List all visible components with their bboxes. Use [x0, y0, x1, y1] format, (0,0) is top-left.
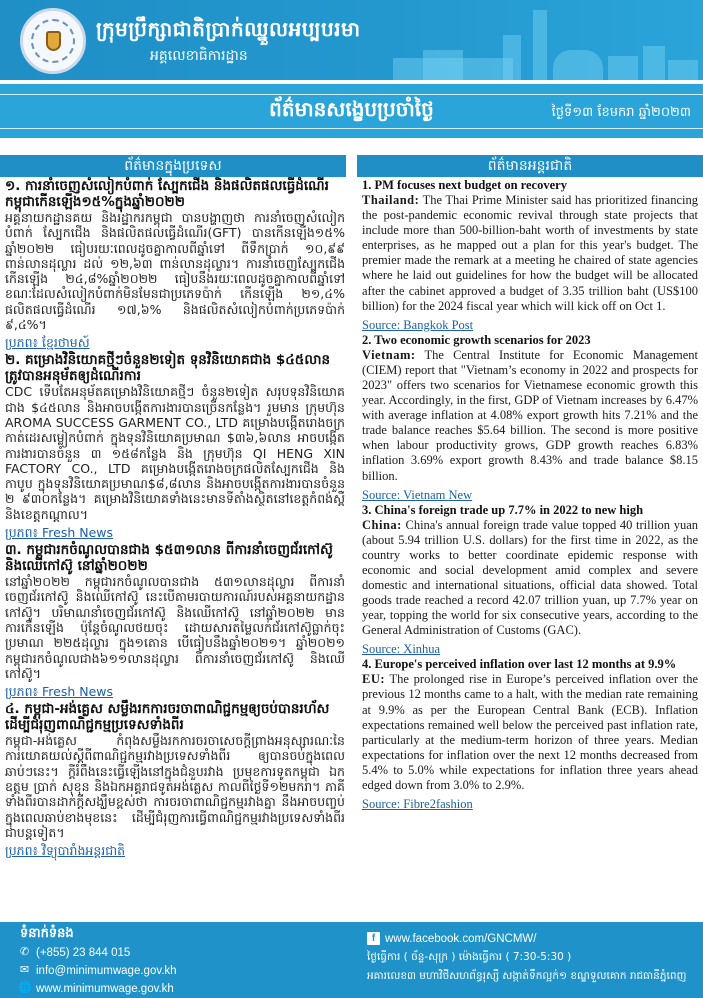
international-news-header: ព័ត៌មានអន្តរជាតិ	[357, 155, 703, 177]
phone-icon: ✆	[19, 946, 30, 958]
article-title: 2. Two economic growth scenarios for 2023	[362, 332, 591, 347]
international-news-column	[362, 178, 698, 812]
local-article	[5, 542, 345, 701]
title-band	[0, 84, 703, 138]
contact-phone[interactable]	[18, 946, 130, 959]
contact-email[interactable]	[18, 964, 177, 977]
facebook-url: www.facebook.com/GNCMW/	[385, 932, 537, 945]
article-lead: Thailand:	[362, 193, 420, 207]
masthead	[0, 0, 703, 80]
footer	[0, 922, 703, 998]
council-logo-icon	[20, 8, 86, 74]
article-body	[362, 348, 698, 484]
article-body	[362, 193, 698, 314]
email-address: info@minimumwage.gov.kh	[36, 964, 177, 977]
intl-article	[362, 178, 698, 333]
article-source-link[interactable]: ប្រភព៖ Fresh News	[5, 684, 114, 700]
article-title: ៣. កម្ពុជារកចំណូលបានជាង $៥៣១លាន ពីការនាំចេញជ័រកៅស៊ូ និងឈើកៅស៊ូ នៅឆ្នាំ២០២២	[5, 542, 333, 575]
article-source-link[interactable]: Source: Bangkok Post	[362, 317, 474, 332]
facebook-link[interactable]	[367, 932, 536, 945]
intl-article	[362, 657, 698, 812]
page-title: ព័ត៌មានសង្ខេបប្រចាំថ្ងៃ	[269, 97, 434, 121]
article-source-link[interactable]: Source: Fibre2fashion	[362, 797, 473, 812]
local-article	[5, 178, 345, 352]
website-url: www.minimumwage.gov.kh	[36, 982, 174, 995]
org-name: ក្រុមប្រឹក្សាជាតិប្រាក់ឈ្នួលអប្បបរមា	[96, 17, 361, 41]
local-news-column	[5, 178, 345, 860]
divider	[0, 94, 703, 95]
article-body: CDC ទើបតែអនុម័តគម្រោងវិនិយោគថ្មីៗ ចំនួន២ទៀត សរុបទុនវិនិយោគជាង $៤៥លាន និងអាចបង្កើតការងារបានច្រើនកន្លែង។ រួមមាន ក្រុមហ៊ុន AROMA SUCCESS GARMENT CO., LTD គម្រោងបង្កើតរោងចក្រកាត់ដេរសម្លៀកបំពាក់ ក្នុងទុនវិនិយោគប្រមាណ $៣៦,៦លាន អាចបង្កើតការងារបានចំនួន ៣ ១៥៨កន្លែង និង ក្រុមហ៊ុន QI HENG XIN FACTORY CO., LTD គម្រោងបង្កើតរោងចក្រផលិតស្បែកជើង និងកាបូប ក្នុងទុនវិនិយោគប្រមាណ$៨,៨លាន និងអាចបង្កើតការងារបានចំនួន ២ ៩៣០កន្លែង។ គម្រោងវិនិយោគទាំងនេះមានទីតាំងស្ថិតនៅខេត្តកំពង់ស្ពឺ និងខេត្តកណ្ដាល។	[5, 384, 345, 522]
article-source-link[interactable]: ប្រភព៖ វិទ្យុបារាំងអន្តរជាតិ	[5, 843, 126, 859]
article-text: The prolonged rise in Europe’s perceived inflation over the previous 12 months came to a halt, with the median rate remaining at 9.9% as per the European Central Bank (ECB). Inflation expectations remained well below the perceived past inflation rate, particularly at the medium-term horizon of three years. Median expectations for inflation over the next 12 months decreased from 5.4% to 5.0% while expectations for inflation three years ahead edged down from 3.0% to 2.9%.	[362, 672, 699, 792]
org-subtitle: អគ្គលេខាធិការដ្ឋាន	[150, 48, 248, 64]
article-text: The Central Institute for Economic Management (CIEM) report that "Vietnam’s economy in 2022 and prospects for 2023" offers two scenarios for Vietnamese economic growth this year. Accordingly, in the first, GDP of Vietnam increases by 6.47% with average inflation at 4.08% export growth hits 7.21% and the trade balance reaches $5.64 billion. The second is more positive when labour productivity grows, GDP growth reaches 6.83% inflation 3.69% export growth 8.43% and trade balance $8.15 billion.	[362, 347, 699, 483]
article-body: នៅឆ្នាំ២០២២ កម្ពុជារកចំណូលបានជាង ៥៣១លានដុល្លារ ពីការនាំចេញជ័រកៅស៊ូ និងឈើកៅស៊ូ នេះបើតាមរបាយការណ៍របស់អគ្គនាយកដ្ឋានកៅស៊ូ។ បរិមាណនាំចេញជ័រកៅស៊ូ និងឈើកៅស៊ូ នៅឆ្នាំ២០២២ មានការកើនឡើង ប៉ុន្តែចំណូលថយចុះ ដោយសារតម្លៃលក់ជ័រកៅស៊ូធ្លាក់ចុះប្រមាណ ២២៥ដុល្លារ ក្នុង១តោន បើធៀបនឹងឆ្នាំ២០២១។ ឆ្នាំ២០២១ កម្ពុជារកចំណូលជាង៦១១លានដុល្លារ ពីការនាំចេញជ័រកៅស៊ូ និងឈើកៅស៊ូ។	[5, 574, 345, 681]
mail-icon: ✉	[19, 964, 30, 976]
office-address-text: អគារលេខ៣ មហាវិថីសហព័ន្ធរុស្សី សង្កាត់ទឹកល្អក់១ ខណ្ឌទួលគោក រាជធានីភ្នំពេញ	[367, 970, 687, 982]
office-hours	[367, 951, 571, 966]
article-text: China's annual foreign trade value topped 40 trillion yuan (about 5.94 trillion U.S. dollars) for the first time in 2022, as the country works to better coordinate epidemic response with economic and social development amid complex and severe domestic and international situations, official data showed. Total goods trade reached a record 42.07 trillion yuan, up 7.7% year on year, topping the world for six consecutive years, according to the General Administration of Customs (GAC).	[362, 517, 698, 638]
phone-number: (+855) 23 844 015	[36, 946, 131, 959]
article-body	[362, 518, 698, 639]
contact-title: ទំនាក់ទំនង	[20, 926, 74, 941]
office-hours-text: ថ្ងៃធ្វើការ ( ច័ន្ទ-សុក្រ ) ម៉ោងធ្វើការ ( 7:30-5:30 )	[367, 951, 572, 963]
article-title: 4. Europe's perceived inflation over last 12 months at 9.9%	[362, 657, 677, 672]
article-source-link[interactable]: ប្រភព៖ Fresh News	[5, 525, 114, 541]
article-source-link[interactable]: Source: Vietnam New	[362, 487, 473, 502]
article-body	[362, 672, 698, 793]
local-article	[5, 352, 345, 542]
contact-website[interactable]	[18, 982, 174, 995]
article-title: 1. PM focuses next budget on recovery	[362, 178, 567, 192]
office-address	[367, 970, 686, 985]
article-lead: EU:	[362, 672, 386, 687]
divider	[0, 128, 703, 129]
local-article	[5, 701, 345, 860]
intl-article	[362, 333, 698, 503]
facebook-icon: f	[367, 932, 380, 945]
article-body: អគ្គនាយកដ្ឋានគយ និងរដ្ឋាករកម្ពុជា បានបង្ហាញថា ការនាំចេញសំលៀកបំពាក់ ស្បែកជើង និងផលិតផលធ្វើដំណើរ(GFT) បានកើនឡើង១៥% ឆ្នាំ២០២២ ធៀបរយៈពេលដូចគ្នាកាលពីឆ្នាំទៅ ពីទឹកប្រាក់ ១០,៩៩ ពាន់លានដុល្លារ ដល់ ១២,៦៣ ពាន់លានដុល្លារ។ ការនាំចេញស្បែកជើង កើនឡើង ២៤,៨%ឆ្នាំ២០២២ ធៀបនឹងរយៈពេលដូចគ្នាកាលពីឆ្នាំទៅ ខណៈដែលសំលៀកបំពាក់មិនមែនជាប្រភេទប៉ាក់ កើនឡើង ២១,៤% ផលិតផលធ្វើដំណើរ ១៧,៦% និងផលិតសំលៀកបំពាក់ប្រភេទប៉ាក់ ៩,៤%។	[5, 210, 345, 333]
globe-icon: 🌐	[18, 982, 32, 994]
article-title: ៤. កម្ពុជា-អង់គ្លេស សម្លឹងរកការចរចាពាណិជ្ជកម្មឲ្យចប់បានរហ័ស ដើម្បីជំរុញពាណិជ្ជកម្មប្រទេសទាំងពីរ	[5, 701, 330, 734]
local-news-header: ព័ត៌មានក្នុងប្រទេស	[0, 155, 346, 177]
intl-article	[362, 503, 698, 658]
article-text: The Thai Prime Minister said has prioritized financing the post-pandemic economic revival through state projects that include more than 500-billion-baht worth of investments by state enterprises, as he mapped out a plan for this year's budget. The premier made the remark at a meeting he chaired of state agencies where he laid out guidelines for how the budget will be allocated after the cabinet approved a budget of 3.35 trillion baht (US$100 billion) for the 2024 fiscal year which will kick off on Oct 1.	[362, 193, 698, 313]
article-body: កម្ពុជា-អង់គ្លេស កំពុងសម្លឹងរកការចរចាសេចក្តីព្រាងអនុស្សារណៈនៃការយោគយល់ស្តីពីពាណិជ្ជកម្មរវាងប្រទេសទាំងពីរ ឲ្យបានចប់ក្នុងពេលឆាប់ៗនេះ។ ក្តីរំពឹងនេះធ្វើឡើងនៅក្នុងជំនួបរវាង ប្រមុខការទូតកម្ពុជា ឯកឧត្តម ប្រាក់ សុខុន និងឯកអគ្គរាជទូតអង់គ្លេស កាលពីថ្ងៃទី១២មករា។ ភាគីទាំងពីរបានដាក់ក្តីសង្ឃឹមខ្ពស់ថា ការចរចាពាណិជ្ជកម្មរវាងគ្នា នឹងអាចបញ្ចប់ក្នុងពេលឆាប់ខាងមុខនេះ ដើម្បីជំរុញការធ្វើពាណិជ្ជកម្មរវាងប្រទេសទាំងពីរជាបន្តទៀត។	[5, 733, 345, 840]
article-lead: China:	[362, 517, 402, 532]
article-title: 3. China's foreign trade up 7.7% in 2022 to new high	[362, 502, 644, 517]
article-source-link[interactable]: ប្រភព៖ ខ្មែរថាមស៍	[5, 335, 90, 351]
skyline-illustration-icon	[383, 0, 703, 80]
article-source-link[interactable]: Source: Xinhua	[362, 642, 441, 657]
article-title: ១. ការនាំចេញសំលៀកបំពាក់ ស្បែកជើង និងផលិតផលធ្វើដំណើរកម្ពុជាកើនឡើង១៥%ក្នុងឆ្នាំ២០២២	[5, 178, 329, 210]
issue-date: ថ្ងៃទី១៣ ខែមករា ឆ្នាំ២០២៣	[551, 105, 691, 120]
article-title: ២. គម្រោងវិនិយោគថ្មីៗចំនួន២ទៀត ទុនវិនិយោគជាង $៤៥លាន ត្រូវបានអនុម័តឲ្យដំណើរការ	[5, 352, 331, 385]
article-lead: Vietnam:	[362, 347, 416, 362]
